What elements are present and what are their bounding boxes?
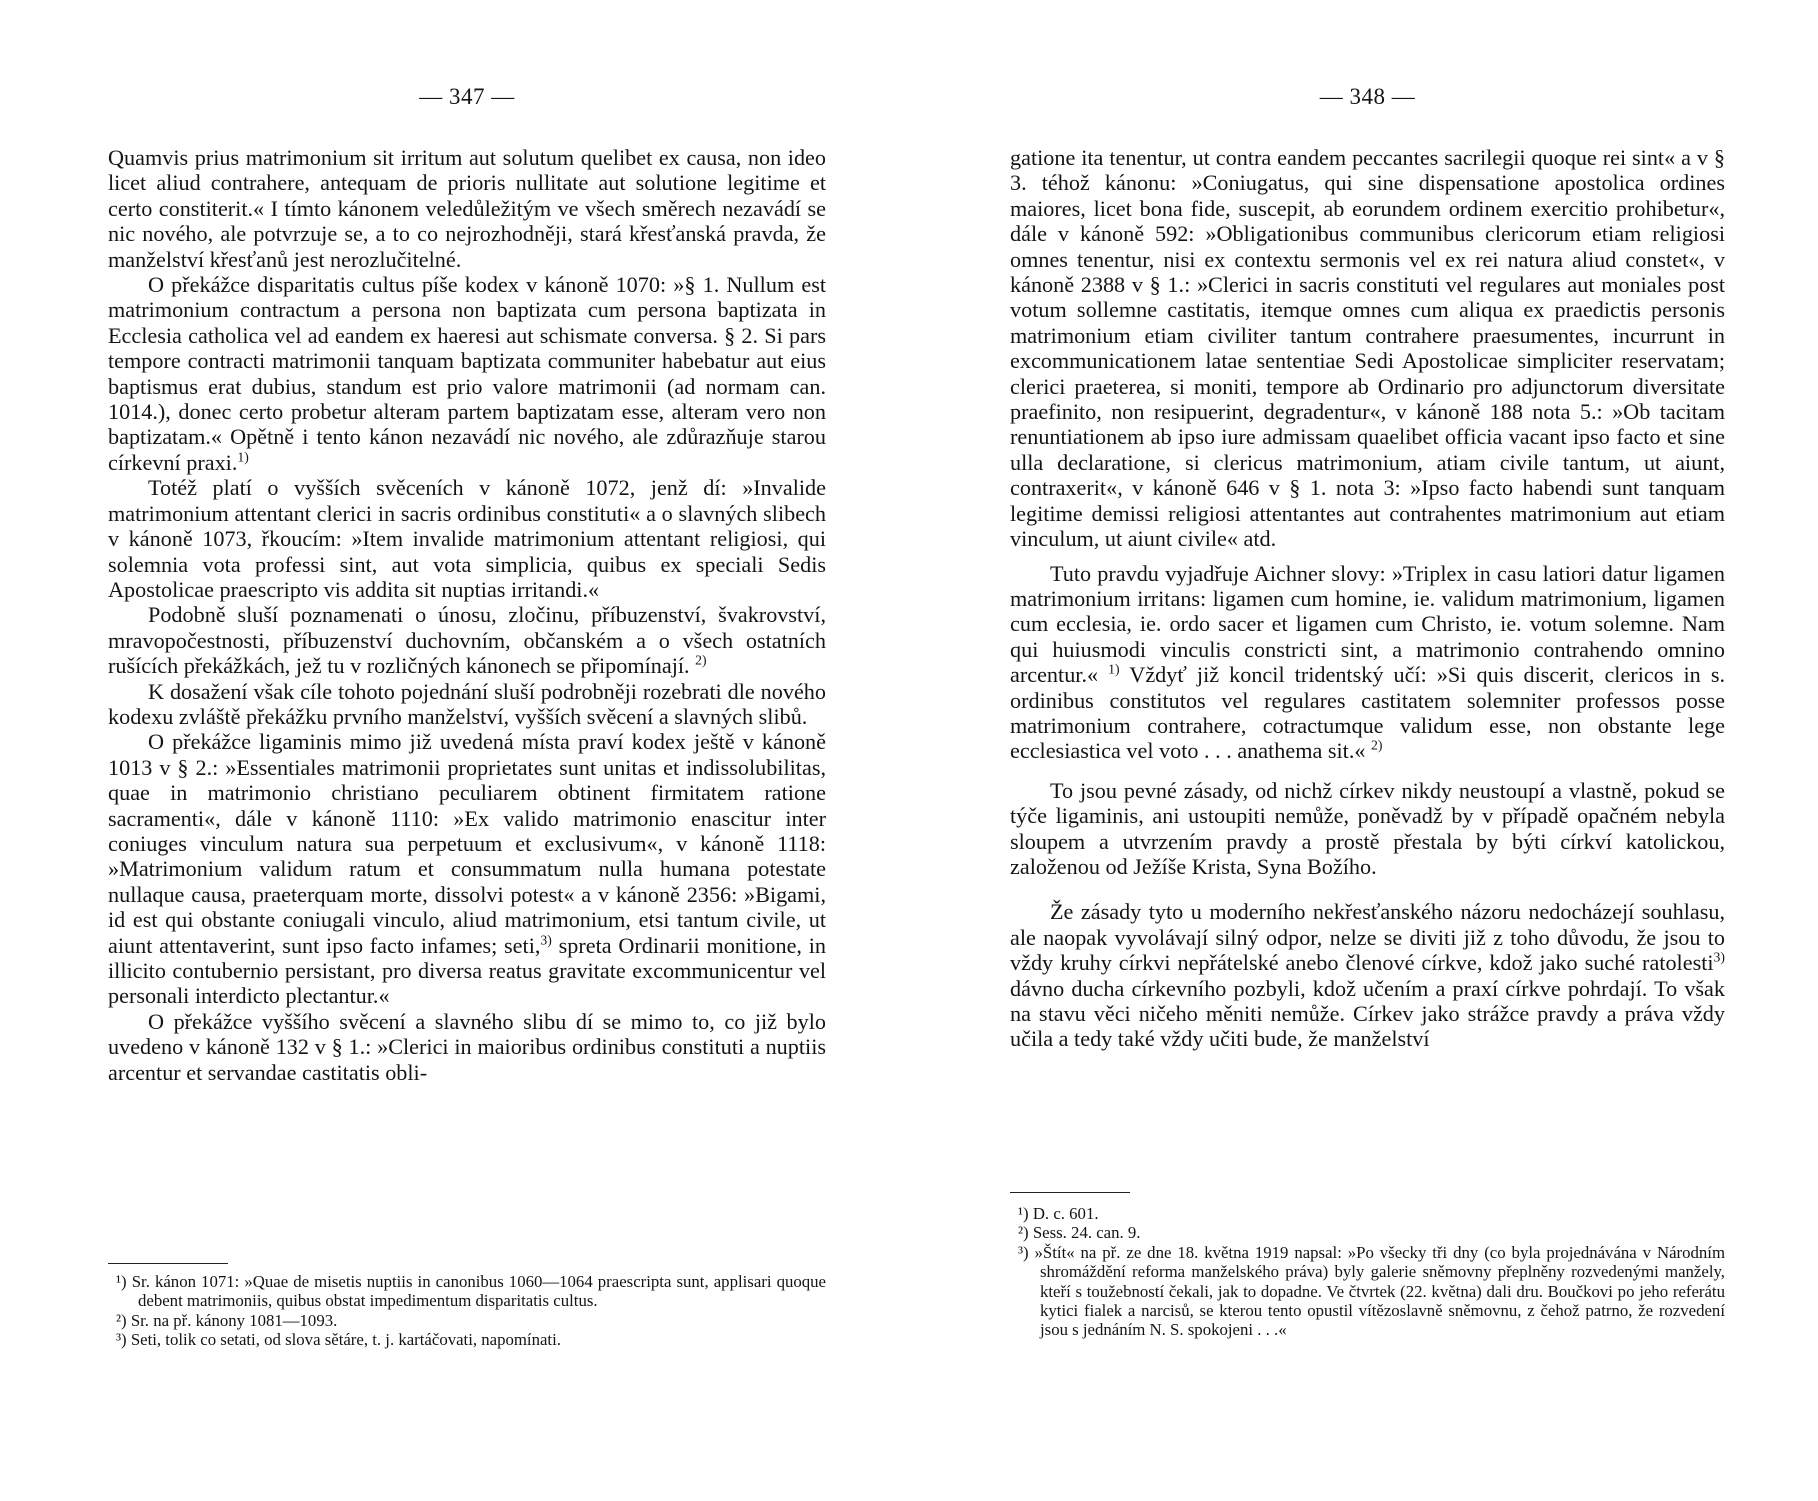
footnote-ref: 3) [540,932,552,948]
left-body-text [108,145,826,1085]
right-page [1010,0,1725,1501]
paragraph: To jsou pevné zásady, od nichž církev nikdy neustoupí a vlastně, pokud se týče ligaminis, ani ustoupiti nemůže, poněvadž by v případě opačném nebyla sloupem a utvrzením pravdy a prostě přestala by býti církví katolickou, založenou od Ježíše Krista, Syna Božího. [1010,777,1725,879]
footnote-divider [1010,1192,1130,1193]
paragraph-text: O překážce ligaminis mimo již uvedená místa praví kodex ještě v kánoně 1013 v § 2.: »Essentiales matrimonii proprietates sunt unitas et indissolubilitas, quae in matrimonio christiano peculiarem obtinent firmitatem ratione sacramenti«, dále v kánoně 1110: »Ex valido matrimonio enascitur inter coniuges vinculum natura sua perpetuum et exclusivum«, v kánoně 1118: »Matrimonium validum ratum et consummatum nulla humana potestate nullaque causa, praeterquam morte, dissolvi potest« a v kánoně 2356: »Bigami, id est qui obstante coniugali vinculo, aliud matrimonium, etsi tantum civile, ut aiunt attentaverint, sunt ipso facto infames; seti, [108,729,826,958]
footnote-ref: 2) [695,652,707,668]
left-footnotes [108,1272,826,1350]
paragraph-text: Tuto pravdu vyjadřuje Aichner slovy: »Triplex in casu latiori datur ligamen matrimonium irritans: ligamen cum homine, ie. validum matrimonium, ligamen cum ecclesia, ie. ordo sacer et ligamen cum Christo, ie. votum solemne. Nam qui huiusmodi vinculis constricti sint, a matrimonio contrahendo omnino arcentur.« [1010,560,1725,688]
paragraph [108,272,826,475]
footnote: ³) Seti, tolik co setati, od slova sětáre, t. j. kartáčovati, napomínati. [116,1330,561,1350]
paragraph-text: spreta Ordinarii monitione, in illicito contubernio persistant, pro diversa reatus gravitate excommunicentur vel personali interdicto plectantur.« [108,932,826,1009]
paragraph-text: dávno ducha církevního pozbyli, kdož učením a praxí církve pohrdají. To však na stavu věci ničeho měniti nemůže. Církev jako strážce pravdy a práva vždy učila a tedy také vždy učiti bude, že manželství [1010,975,1725,1052]
left-page [108,0,826,1501]
paragraph [108,602,826,678]
paragraph: Totéž platí o vyšších svěceních v kánoně 1072, jenž dí: »Invalide matrimonium attentant clerici in sacris ordinibus constituti« a o slavných slibech v kánoně 1073, řkoucím: »Item invalide matrimonium attentant religiosi, qui solemnia vota professi sint, aut vota simplicia, quibus ex speciali Sedis Apostolicae praescripto vis addita sit nuptias irritandi.« [108,475,826,602]
paragraph-text: Vždyť již koncil tridentský učí: »Si quis discerit, clericos in s. ordinibus constitutos vel regulares castitatem solemniter professos posse matrimonium contrahere, cotractumque validum esse, non obstante lege ecclesiastica vel voto . . . anathema sit.« [1010,662,1726,764]
right-footnotes [1010,1204,1725,1340]
paragraph: K dosažení však cíle tohoto pojednání sluší podrobněji rozebrati dle nového kodexu zvláště překážku prvního manželství, vyšších svěcení a slavných slibů. [108,678,826,729]
footnote: ¹) Sr. kánon 1071: »Quae de misetis nuptiis in canonibus 1060—1064 praescripta sunt, applisari quoque debent matrimoniis, quibus obstat impedimentum disparitatis cultus. [116,1272,826,1311]
paragraph [1010,899,1725,1051]
footnote-ref: 3) [1713,949,1725,965]
footnote-divider [108,1263,228,1264]
paragraph-text: Podobně sluší poznamenati o únosu, zločinu, příbuzenství, švakrovství, mravopočestnosti, příbuzenství duchovním, občanském a o všech ostatních rušících překážkách, jež tu v rozličných kánonech se připomínají. [108,602,826,679]
paragraph: O překážce vyššího svěcení a slavného slibu dí se mimo to, co již bylo uvedeno v kánoně 132 v § 1.: »Clerici in maioribus ordinibus constituti a nuptiis arcentur et servandae castitatis obli- [108,1008,826,1085]
footnote: ²) Sr. na př. kánony 1081—1093. [116,1310,338,1330]
paragraph: Quamvis prius matrimonium sit irritum aut solutum quelibet ex causa, non ideo licet aliud contrahere, antequam de prioris nullitate aut solutione legitime et certo constiterit.« I tímto kánonem veledůležitým ve všech směrech nezavádí se nic nového, ale potvrzuje se, a to co nejrozhodněji, stará křesťanská pravda, že manželství křesťanů jest nerozlučitelné. [108,145,826,272]
paragraph [108,729,826,1008]
footnote: ²) Sess. 24. can. 9. [1018,1223,1141,1243]
paragraph [1010,561,1725,764]
footnote-ref: 2) [1371,737,1383,753]
footnote: ³) »Štít« na př. ze dne 18. května 1919 napsal: »Po všecky tři dny (co byla projednávána v Národním shromáždění reforma manželského práva) byly galerie sněmovny přeplněny rozvedenými manžely, kteří s toužebností čekali, jak to dopadne. Ve čtvrtek (22. května) dali dru. Boučkovi po jeho referátu kytici fialek a narcisů, se kterou tento opustil vítězoslavně sněmovnu, z čehož patrno, že rozvedení jsou s jednáním N. S. spokojeni . . .« [1018,1242,1725,1340]
footnote: ¹) D. c. 601. [1018,1204,1099,1223]
paragraph-text: Že zásady tyto u moderního nekřesťanského názoru nedocházejí souhlasu, ale naopak vyvolávají silný odpor, nelze se diviti již z toho důvodu, že jsou to vždy kruhy církvi nepřátelské anebo členové církve, kdož jako suché ratolesti [1010,899,1725,976]
right-body-text [1010,145,1725,1052]
paragraph-text: O překážce disparitatis cultus píše kodex v kánoně 1070: »§ 1. Nullum est matrimonium contractum a persona non baptizata cum persona baptizata in Ecclesia catholica vel ad eandem ex haeresi aut schismate conversa. § 2. Si pars tempore contracti matrimonii tanquam baptizata communiter habebatur aut eius baptismus erat dubius, standum est prio valore matrimonii (ad normam can. 1014.), donec certo probetur alteram partem baptizatam esse, alteram vero non baptizatam.« Opětně i tento kánon nezavádí nic nového, ale zdůrazňuje starou církevní praxi. [108,272,826,475]
footnote-ref: 1) [237,449,249,465]
footnote-ref: 1) [1108,661,1120,677]
page-number-347: — 347 — [419,84,515,109]
paragraph: gatione ita tenentur, ut contra eandem peccantes sacrilegii quoque rei sint« a v § 3. téhož kánonu: »Coniugatus, qui sine dispensatione apostolica ordines maiores, licet bona fide, suscepit, ab eorundem ordinem exercitio prohibetur«, dále v kánoně 592: »Obligationibus communibus clericorum etiam religiosi omnes tenentur, nisi ex contextu sermonis vel ex rei natura aliud constet«, v kánoně 2388 v § 1.: »Clerici in sacris constituti vel regulares aut moniales post votum sollemne castitatis, itemque omnes cum aliqua ex praedictis personis matrimonium etiam civiliter tantum contrahere praesumentes, incurrunt in excommunicationem latae sententiae Sedi Apostolicae simpliciter reservatam; clerici praeterea, si moniti, tempore ab Ordinario pro adjunctorum diversitate praefinito, non resipuerint, degradentur«, v kánoně 188 nota 5.: »Ob tacitam renuntiationem ab ipso iure admissam quaelibet officia vacant ipso facto et sine ulla declaratione, si clericus matrimonium, atiam civile tantum, ut aiunt, contraxerit«, v kánoně 646 v § 1. nota 3: »Ipso facto habendi sunt tanquam legitime demissi religiosi attentantes aut contrahentes matrimonium aut etiam vinculum, ut aiunt civile« atd. [1010,145,1725,552]
page-number-348: — 348 — [1319,84,1416,109]
